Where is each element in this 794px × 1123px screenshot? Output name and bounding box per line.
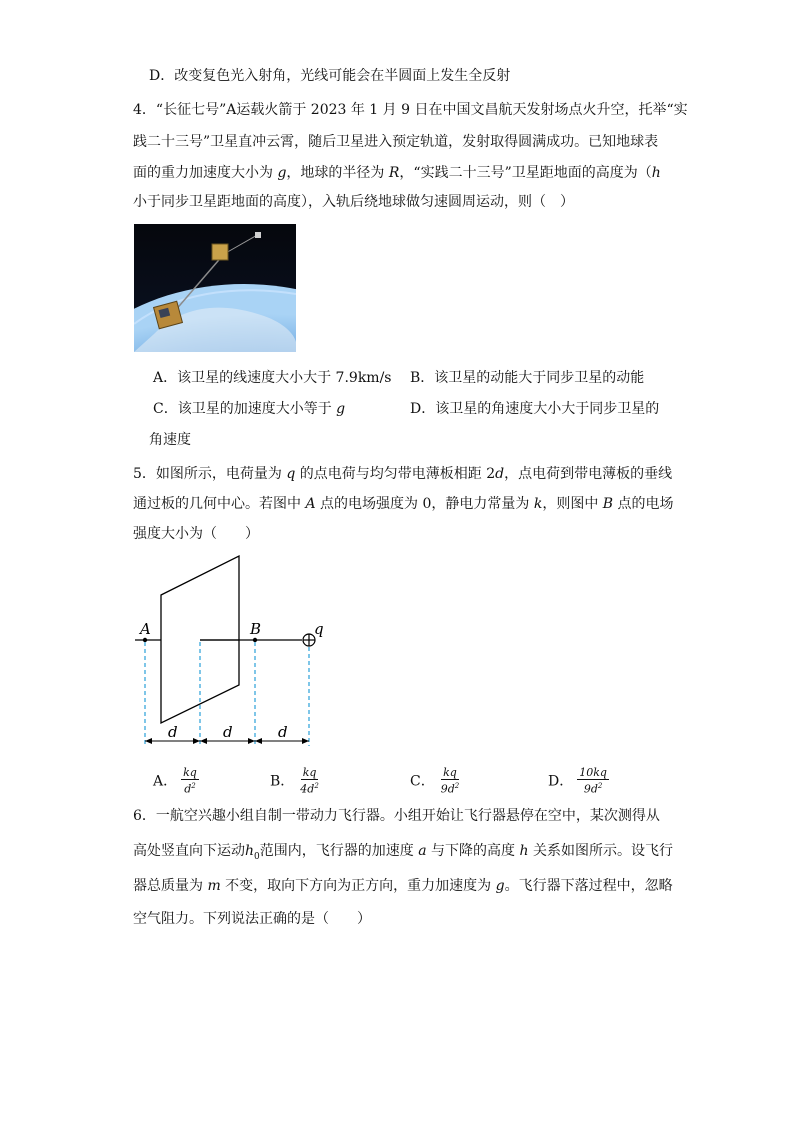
q4-line-1: 4．“长征七号”A运载火箭于 2023 年 1 月 9 日在中国文昌航天发射场点火升空，托举“实	[133, 102, 688, 118]
charged-plate-diagram	[130, 550, 340, 755]
label-b: B	[250, 620, 262, 638]
q6-line-3: 器总质量为 m 不变，取向下方向为正方向，重力加速度为 g。飞行器下落过程中，忽略	[133, 878, 673, 894]
q4-option-d: D．该卫星的角速度大小大于同步卫星的	[410, 401, 660, 417]
q6-line-2: 高处竖直向下运动$h_0$范围内，飞行器的加速度 a 与下降的高度 h 关系如图所示。设飞行	[133, 843, 673, 862]
label-a: A	[140, 620, 151, 638]
point-b	[253, 638, 257, 642]
q4-line-4: 小于同步卫星距地面的高度），入轨后绕地球做匀速圆周运动，则（ ）	[133, 194, 574, 210]
q5-option-d: D． $\frac{10kq}{9d^2}$	[548, 766, 607, 796]
q5-option-c: C． $\frac{kq}{9d^2}$	[410, 766, 460, 796]
q5-option-b: B． $\frac{kq}{4d^2}$	[270, 766, 319, 796]
q4-option-c: C．该卫星的加速度大小等于 g	[153, 401, 346, 417]
label-d-3: d	[278, 723, 288, 741]
q6-line-4: 空气阻力。下列说法正确的是（ ）	[133, 911, 371, 927]
q3-option-d: D．改变复色光入射角，光线可能会在半圆面上发生全反射	[149, 68, 511, 84]
q4-option-d-cont: 角速度	[149, 432, 191, 448]
label-d-1: d	[168, 723, 178, 741]
point-a	[143, 638, 147, 642]
q4-line-3: 面的重力加速度大小为 g，地球的半径为 R，“实践二十三号”卫星距地面的高度为（h	[133, 165, 661, 181]
satellite-earth-image	[134, 224, 296, 352]
q6-line-1: 6．一航空兴趣小组自制一带动力飞行器。小组开始让飞行器悬停在空中，某次测得从	[133, 808, 660, 824]
q4-line-2: 践二十三号”卫星直冲云霄，随后卫星进入预定轨道，发射取得圆满成功。已知地球表	[133, 134, 659, 150]
label-d-2: d	[223, 723, 233, 741]
q5-line-3: 强度大小为（ ）	[133, 526, 259, 542]
q4-option-a: A．该卫星的线速度大小大于 7.9km/s	[153, 370, 392, 386]
q5-line-2: 通过板的几何中心。若图中 A 点的电场强度为 0，静电力常量为 k，则图中 B 点的电场	[133, 496, 674, 512]
q5-line-1: 5．如图所示，电荷量为 q 的点电荷与均匀带电薄板相距 2d，点电荷到带电薄板的垂线	[133, 466, 673, 482]
q5-option-a: A． $\frac{kq}{d^2}$	[153, 766, 197, 796]
label-q: q	[314, 620, 324, 638]
q4-option-b: B．该卫星的动能大于同步卫星的动能	[410, 370, 645, 386]
